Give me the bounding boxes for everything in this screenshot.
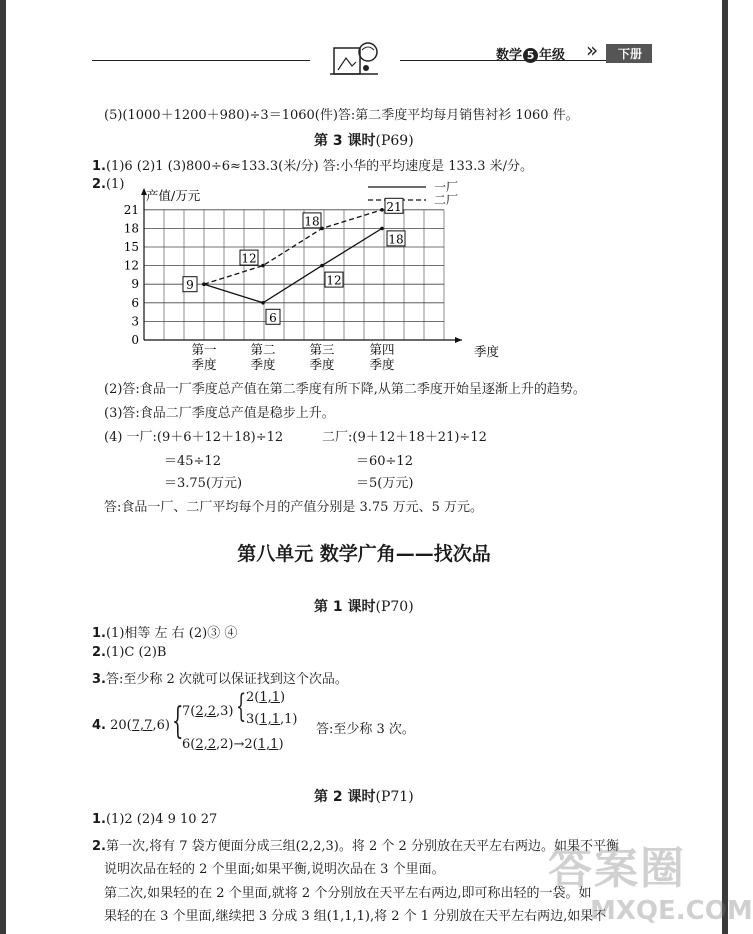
unit8-question-1: [92, 622, 237, 641]
question-answer: (1)2 (2)4 9 10 27: [105, 812, 218, 827]
tree-brace-inner: {: [236, 687, 247, 725]
y-axis-label: 产值/万元: [146, 188, 201, 203]
unit8-question-4-answer: 答:至少称 3 次。: [316, 722, 415, 737]
header-grade-number: 5: [523, 48, 538, 63]
y-tick-label: 6: [131, 295, 139, 310]
section-title: 第 1 课时: [314, 599, 376, 615]
x-axis-arrow: [455, 337, 462, 343]
lesson2-question-1: [92, 812, 217, 827]
data-point: [380, 208, 384, 212]
unit8-question-2: [92, 645, 166, 660]
calc-factory1-line3: ＝3.75(万元): [164, 476, 243, 491]
branch-a: 2(: [246, 690, 260, 705]
x-tick-label-line2: 季度: [191, 357, 217, 372]
branch-a: 3(: [246, 712, 260, 727]
data-point: [320, 264, 324, 268]
right-border: [722, 0, 728, 934]
branch-underlined: 2,2: [195, 704, 217, 719]
branch-underlined: 2,2: [195, 737, 217, 752]
tree-root-a: 20(: [110, 718, 132, 733]
legend-label-factory2: 二厂: [434, 193, 459, 207]
data-label-factory2: 21: [386, 199, 402, 214]
y-tick-label: 0: [131, 333, 139, 347]
chevron-right-icon: »: [586, 38, 599, 62]
section-page: (P70): [375, 599, 414, 615]
question-number: 1.: [92, 159, 106, 174]
data-label-factory2: 12: [241, 251, 257, 266]
section-lesson-2: [314, 786, 414, 806]
branch-underlined: 1,1: [259, 690, 281, 705]
calc-factory2-line2: ＝60÷12: [356, 454, 413, 469]
question-answer: (1)6 (2)1 (3)800÷6≈133.3(米/分) 答:小华的平均速度是 133.3 米/分。: [105, 159, 534, 174]
question-part: (1): [105, 177, 125, 192]
x-tick-label-line1: 第三: [309, 342, 335, 357]
tree-brace-outer: {: [172, 701, 184, 742]
x-tick-label-line1: 第一: [191, 342, 217, 357]
x-tick-label-line2: 季度: [369, 357, 395, 372]
lesson2-question-2: [92, 835, 619, 854]
x-tick-label-line2: 季度: [250, 357, 276, 372]
y-tick-label: 21: [123, 202, 139, 217]
data-label-factory1: 9: [186, 278, 194, 293]
tree-branch-1b: [246, 712, 298, 727]
production-line-chart: [100, 180, 500, 375]
question-answer: (1)C (2)B: [105, 645, 167, 660]
tree-root-underlined: 7,7: [131, 718, 153, 733]
unit8-question-3: [92, 668, 348, 687]
branch-underlined: 1,1: [257, 737, 279, 752]
y-tick-label: 18: [123, 221, 139, 236]
header-subject: [496, 44, 565, 63]
unit8-question-4-root: [92, 718, 170, 733]
header-subject-text: 数学: [496, 48, 523, 63]
tree-branch-1: [182, 704, 234, 719]
y-tick-label: 12: [123, 258, 139, 273]
data-label-factory2: 18: [304, 214, 320, 229]
calc-factory1-line1: (4) 一厂:(9＋6＋12＋18)÷12: [104, 430, 284, 445]
question-number: 2.: [92, 839, 106, 854]
x-tick-label-line1: 第四: [369, 342, 395, 357]
answer-line-5: (5)(1000＋1200＋980)÷3＝1060(件)答:第二季度平均每月销售衬衫 1060 件。: [104, 108, 579, 123]
question-answer: 答:至少称 2 次就可以保证找到这个次品。: [105, 672, 348, 687]
section-title: 第 3 课时: [314, 133, 376, 149]
lesson2-question-2-line4: 果轻的在 3 个里面,继续把 3 分成 3 组(1,1,1),将 2 个 1 分别放在天平左右两边,如果不: [104, 909, 607, 924]
header-grade-suffix: 年级: [539, 48, 566, 63]
question-2-part-2: (2)答:食品一厂季度总产值在第二季度有所下降,从第二季度开始呈逐渐上升的趋势。: [104, 382, 586, 397]
tree-root-b: ,6): [152, 718, 170, 733]
data-label-factory1: 12: [326, 273, 342, 288]
question-number: 3.: [92, 672, 106, 687]
question-answer: (1)相等 左 右 (2)③ ④: [105, 626, 238, 641]
question-number: 1.: [92, 812, 106, 827]
tree-branch-1a: [246, 690, 285, 705]
question-2-answer: 答:食品一厂、二厂平均每个月的产值分别是 3.75 万元、5 万元。: [104, 500, 483, 515]
branch-b: ): [280, 690, 286, 705]
header-logo-icon: [326, 38, 382, 80]
branch-underlined: 1,1: [259, 712, 281, 727]
y-tick-label: 3: [131, 314, 139, 329]
data-point: [202, 282, 206, 286]
x-tick-label-line1: 第二: [250, 342, 276, 357]
branch-a: 7(: [182, 704, 196, 719]
section-lesson-3: [314, 130, 414, 150]
branch-b: ,1): [280, 712, 298, 727]
tree-branch-2: [182, 737, 284, 752]
calc-factory2-line1: 二厂:(9＋12＋18＋21)÷12: [322, 430, 487, 445]
unit-title: 第八单元 数学广角——找次品: [237, 543, 491, 565]
question-number: 1.: [92, 626, 106, 641]
question-number: 2.: [92, 177, 106, 192]
branch-b: ,2)→2(: [216, 737, 258, 752]
legend-label-factory1: 一厂: [434, 180, 459, 194]
watermark-url: MXQE.COM: [590, 896, 753, 926]
branch-b: ,3): [216, 704, 234, 719]
y-tick-label: 15: [123, 240, 139, 254]
section-page: (P71): [375, 789, 414, 805]
data-point: [261, 301, 265, 305]
data-point: [380, 227, 384, 231]
lesson2-question-2-line2: 说明次品在轻的 2 个里面;如果平衡,说明次品在 3 个里面。: [104, 862, 445, 877]
lesson2-question-2-line3: 第二次,如果轻的在 2 个里面,就将 2 个分别放在天平左右两边,即可称出轻的一袋。如: [104, 886, 592, 901]
data-label-factory1: 6: [269, 310, 277, 325]
question-number: 4.: [92, 718, 106, 733]
x-tick-label-line2: 季度: [309, 357, 335, 372]
x-axis-label: 季度: [474, 344, 500, 359]
section-page: (P69): [375, 133, 414, 149]
watermark-logo: 答案圈: [548, 843, 686, 894]
y-tick-label: 9: [131, 277, 139, 292]
section-lesson-1: [314, 596, 414, 616]
section-title: 第 2 课时: [314, 789, 376, 805]
header-rule-left: [92, 60, 310, 61]
question-answer-line1: 第一次,将有 7 袋方便面分成三组(2,2,3)。将 2 个 2 分别放在天平左右两边。如果不平衡: [105, 839, 619, 854]
question-2-part-3: (3)答:食品二厂季度总产值是稳步上升。: [104, 406, 335, 421]
question-number: 2.: [92, 645, 106, 660]
question-1: [92, 155, 533, 174]
calc-factory2-line3: ＝5(万元): [356, 476, 414, 491]
branch-a: 6(: [182, 737, 196, 752]
data-label-factory1: 18: [388, 232, 404, 247]
left-border: [0, 0, 6, 934]
calc-factory1-line2: ＝45÷12: [164, 454, 221, 469]
header-volume-tag: 下册: [606, 44, 652, 63]
data-point: [261, 264, 265, 268]
branch-c: ): [278, 737, 284, 752]
